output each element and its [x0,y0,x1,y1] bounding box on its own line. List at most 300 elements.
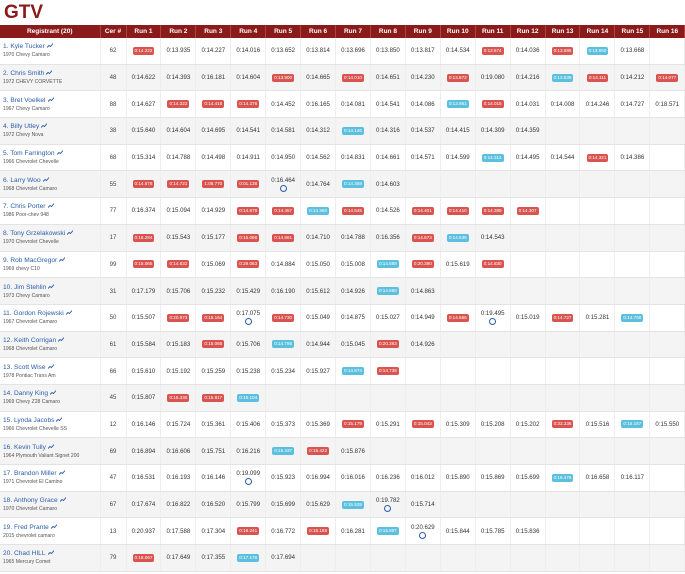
line-chart-icon[interactable] [50,390,56,395]
run-time-cell [545,545,580,572]
registrant-cell [0,91,100,118]
run-time-cell [196,438,231,465]
run-time: 0:14.875 [341,314,365,322]
registrant-name-link[interactable]: 20. Chad HILL [3,550,46,558]
run-time: 0:14.581 [271,127,296,135]
run-time-cell [510,251,545,278]
registrant-name-link[interactable]: 15. Lynda Jacobs [3,416,55,424]
run-header[interactable]: Run 7 [336,25,371,38]
best-time-badge: 0:14.314 [483,154,502,160]
registrant-name-link[interactable]: 12. Keith Corrigan [3,336,57,344]
penalty-time-badge: 0:14.678 [239,207,258,213]
run-time-cell [580,91,615,118]
run-time-cell [650,358,685,385]
run-time-cell [126,384,161,411]
car-description: 2015 chevrolet camaro [3,532,55,539]
run-time-cell [440,438,475,465]
registrant-name-link[interactable]: 18. Anthony Grace [3,497,58,505]
table-row [0,64,685,91]
run-time-cell [440,384,475,411]
table-row [0,251,685,278]
run-time-cell [231,38,266,64]
run-time-cell [161,91,196,118]
table-row [0,438,685,465]
run-time-cell [650,118,685,145]
registrant-name-link[interactable]: 14. Danny King [3,390,49,398]
run-time-cell [475,144,510,171]
table-row [0,304,685,331]
run-header[interactable]: Run 11 [475,25,510,38]
run-time-cell [580,38,615,64]
run-time: 0:15.406 [236,420,261,428]
run-time-cell [510,491,545,518]
penalty-time-badge: 0:13.685 [553,47,572,53]
car-description: 1972 Chevy Nova [3,132,44,139]
registrant-name-link[interactable]: 4. Billy Utley [3,123,40,131]
run-time: 0:20.629 [410,523,435,531]
registrant-cell [0,38,100,64]
registrant-cell [0,491,100,518]
clock-icon[interactable] [245,478,252,485]
registrant-name-link[interactable]: 11. Gordon Rojewski [3,310,64,318]
run-time: 0:14.216 [515,74,540,82]
run-time-cell [336,465,371,492]
run-time-cell [615,545,650,572]
run-time-cell [301,64,336,91]
car-number: 79 [100,545,126,572]
run-time-cell [370,384,405,411]
run-time: 0:14.227 [201,47,226,55]
run-time: 0:15.706 [236,340,261,348]
run-time-cell [370,545,405,572]
run-header[interactable]: Run 2 [161,25,196,38]
run-time-cell [370,411,405,438]
line-chart-icon[interactable] [58,337,64,342]
run-time: 0:16.374 [131,207,156,215]
line-chart-icon[interactable] [57,150,63,155]
registrant-name-link[interactable]: 2. Chris Smith [3,70,45,78]
run-time-cell [301,251,336,278]
run-time: 0:15.238 [236,367,261,375]
car-number-header[interactable]: Cer # [100,25,126,38]
run-time-cell [370,171,405,198]
table-row [0,411,685,438]
run-time: 0:15.049 [306,314,330,322]
registrant-name-link[interactable]: 19. Fred Prante [3,523,49,531]
run-time-cell [510,518,545,545]
run-time-cell [266,198,301,225]
run-time-cell [615,465,650,492]
run-time: 0:19.782 [376,497,400,505]
run-time-cell [580,278,615,305]
run-time-cell [545,384,580,411]
run-time-cell [615,438,650,465]
penalty-time-badge: 0:33.336 [553,421,572,427]
run-time: 0:16.193 [166,474,191,482]
run-time-cell [231,438,266,465]
penalty-time-badge: 0:14.077 [658,74,677,80]
run-time: 0:14.316 [376,127,400,135]
run-time: 0:14.695 [201,127,226,135]
run-time-cell [580,545,615,572]
run-time-cell [440,278,475,305]
run-time-cell [440,491,475,518]
best-time-badge: 0:15.476 [553,474,572,480]
run-time-cell [475,545,510,572]
run-time: 0:17.179 [131,287,156,295]
run-time-cell [650,278,685,305]
run-time-cell [580,304,615,331]
registrant-name-link[interactable]: 8. Tony Grzelakowski [3,230,66,238]
run-time-cell [161,358,196,385]
line-chart-icon[interactable] [56,417,62,422]
line-chart-icon[interactable] [43,177,49,182]
table-row [0,38,685,64]
run-time-cell [161,171,196,198]
car-number: 31 [100,278,126,305]
run-time: 0:16.181 [201,74,226,82]
run-time-cell [301,198,336,225]
best-time-badge: 0:14.668 [378,288,397,294]
run-time: 0:15.094 [166,207,191,215]
run-time-cell [266,64,301,91]
line-chart-icon[interactable] [60,497,66,502]
run-time-cell [440,465,475,492]
registrant-name-link[interactable]: 7. Chris Porter [3,203,46,211]
run-time-cell [301,91,336,118]
registrant-header[interactable]: Registrant (20) [0,25,100,38]
run-time-cell [196,118,231,145]
run-time-cell [440,251,475,278]
line-chart-icon[interactable] [66,310,72,315]
run-time-cell [405,438,440,465]
run-header[interactable]: Run 8 [370,25,405,38]
run-time-cell [301,144,336,171]
penalty-time-badge: 0:15.043 [413,421,432,427]
run-time: 0:14.036 [515,47,540,55]
car-number: 48 [100,64,126,91]
registrant-cell [0,411,100,438]
run-time-cell [510,38,545,64]
run-time-cell [196,545,231,572]
best-time-badge: 0:15.167 [623,421,642,427]
run-time-cell [231,384,266,411]
run-time-cell [580,118,615,145]
line-chart-icon[interactable] [48,284,54,289]
car-number: 13 [100,518,126,545]
car-number: 66 [100,358,126,385]
run-time-cell [196,411,231,438]
clock-icon[interactable] [280,185,287,192]
registrant-name-link[interactable]: 9. Rob MacGregor [3,256,58,264]
run-time-cell [580,198,615,225]
run-time-cell [231,251,266,278]
run-time-cell [650,545,685,572]
run-time: 0:17.588 [166,527,191,535]
run-time: 0:14.604 [236,74,261,82]
run-time-cell [126,358,161,385]
run-time-cell [336,304,371,331]
line-chart-icon[interactable] [51,524,57,529]
car-description: 1964 Plymouth Valiant Signet 200 [3,452,80,459]
run-time-cell [545,118,580,145]
run-time-cell [580,438,615,465]
run-time: 0:14.764 [306,180,330,188]
line-chart-icon[interactable] [47,43,53,48]
run-time-cell [545,91,580,118]
penalty-time-badge: 0:20.973 [169,314,188,320]
run-time-cell [301,224,336,251]
run-time: 0:15.027 [376,314,400,322]
run-time: 0:14.246 [585,100,610,108]
run-time-cell [510,118,545,145]
run-time: 0:18.571 [655,100,680,108]
car-description: 1970 Chevy Camaro [3,52,50,59]
run-time: 0:16.216 [236,447,261,455]
run-time: 0:14.651 [376,74,400,82]
run-header[interactable]: Run 5 [266,25,301,38]
run-time-cell [615,518,650,545]
run-time: 0:19.099 [236,470,261,478]
car-number: 55 [100,171,126,198]
car-description: 1969 Chevy Z28 Camaro [3,399,60,406]
run-header[interactable]: Run 1 [126,25,161,38]
run-time-cell [126,331,161,358]
table-row [0,491,685,518]
run-time-cell [510,224,545,251]
run-time: 0:13.814 [306,47,330,55]
run-time-cell [580,64,615,91]
header-row [0,25,685,38]
run-time-cell [650,144,685,171]
run-time: 0:16.281 [341,527,365,535]
penalty-time-badge: 0:14.307 [518,207,537,213]
penalty-time-badge: 0:13.872 [448,74,467,80]
car-description: 1971 Chevrolet El Camino [3,479,63,486]
run-time-cell [266,38,301,64]
penalty-time-badge: 0:14.467 [274,207,293,213]
registrant-name-link[interactable]: 10. Jim Stehlin [3,283,47,291]
run-header[interactable]: Run 15 [615,25,650,38]
run-time-cell [370,38,405,64]
penalty-time-badge: 0:14.861 [274,234,293,240]
run-time-cell [336,64,371,91]
run-header[interactable]: Run 9 [405,25,440,38]
run-time-cell [161,198,196,225]
line-chart-icon[interactable] [67,230,73,235]
registrant-name-link[interactable]: 1. Kyle Tucker [3,43,45,51]
run-time: 0:15.640 [131,127,156,135]
run-time-cell [405,64,440,91]
penalty-time-badge: 0:01.138 [239,181,258,187]
run-time-cell [615,358,650,385]
best-time-badge: 0:13.650 [588,47,607,53]
best-time-badge: 0:17.176 [239,554,258,560]
clock-icon[interactable] [245,318,252,325]
run-time-cell [301,358,336,385]
line-chart-icon[interactable] [48,97,54,102]
run-time: 0:17.694 [271,554,296,562]
line-chart-icon[interactable] [48,550,54,555]
run-time: 0:14.571 [410,154,435,162]
run-time-cell [301,491,336,518]
registrant-name-link[interactable]: 16. Kevin Tully [3,443,46,451]
run-header[interactable]: Run 3 [196,25,231,38]
run-time-cell [196,331,231,358]
run-time-cell [650,438,685,465]
run-time-cell [545,304,580,331]
run-time-cell [196,358,231,385]
car-description: 1968 Chevrolet Camaro [3,345,58,352]
run-header[interactable]: Run 13 [545,25,580,38]
line-chart-icon[interactable] [59,470,65,475]
clock-icon[interactable] [384,505,391,512]
line-chart-icon[interactable] [48,203,54,208]
run-header[interactable]: Run 6 [301,25,336,38]
run-header[interactable]: Run 12 [510,25,545,38]
run-time-cell [545,64,580,91]
run-time-cell [196,224,231,251]
registrant-name-link[interactable]: 3. Bret Voelkel [3,96,46,104]
run-time-cell [475,358,510,385]
run-time: 0:15.724 [166,420,191,428]
registrant-name-link[interactable]: 6. Larry Woo [3,176,41,184]
best-time-badge: 0:14.360 [309,207,328,213]
run-time: 0:15.714 [410,501,435,509]
line-chart-icon[interactable] [46,70,52,75]
registrant-cell [0,331,100,358]
line-chart-icon[interactable] [41,123,47,128]
car-number: 69 [100,438,126,465]
run-time: 0:15.629 [306,501,330,509]
penalty-time-badge: 0:14.222 [134,47,153,53]
run-time: 0:15.927 [306,367,330,375]
run-time: 0:14.911 [236,154,260,162]
run-time-cell [650,384,685,411]
run-time: 0:14.665 [306,74,330,82]
line-chart-icon[interactable] [48,364,54,369]
run-time-cell [161,251,196,278]
run-time: 0:17.355 [201,554,226,562]
run-time-cell [196,38,231,64]
run-time-cell [196,465,231,492]
run-time-cell [615,171,650,198]
run-time-cell [580,358,615,385]
table-row [0,331,685,358]
run-time: 0:14.031 [515,100,540,108]
run-time-cell [510,465,545,492]
run-time-cell [196,144,231,171]
car-description: 1968 Chevrolet Camaro [3,185,58,192]
run-time-cell [231,64,266,91]
registrant-name-link[interactable]: 13. Scott Wise [3,363,46,371]
run-time-cell [126,91,161,118]
line-chart-icon[interactable] [59,257,65,262]
table-row [0,171,685,198]
run-time: 0:15.507 [131,314,156,322]
penalty-time-badge: 0:14.015 [483,101,502,107]
run-time: 0:16.190 [271,287,296,295]
registrant-name-link[interactable]: 17. Brandon Miller [3,470,57,478]
run-time-cell [440,118,475,145]
table-row [0,118,685,145]
run-time-cell [266,331,301,358]
penalty-time-badge: 0:14.322 [169,101,188,107]
run-time-cell [336,491,371,518]
run-time: 0:16.606 [166,447,191,455]
run-time: 0:15.045 [341,340,365,348]
run-time: 0:15.192 [166,367,191,375]
registrant-name-link[interactable]: 5. Tom Farrington [3,150,55,158]
run-time: 0:14.081 [341,100,365,108]
best-time-badge: 0:14.786 [274,341,293,347]
run-time-cell [266,438,301,465]
run-time: 0:14.926 [410,340,435,348]
table-row [0,545,685,572]
run-time-cell [266,251,301,278]
run-time: 0:14.603 [376,180,400,188]
clock-icon[interactable] [489,318,496,325]
run-time-cell [580,251,615,278]
run-time-cell [231,171,266,198]
run-time: 0:15.844 [445,527,470,535]
run-time-cell [301,38,336,64]
run-time-cell [161,384,196,411]
clock-icon[interactable] [419,532,426,539]
run-time-cell [301,465,336,492]
run-time-cell [510,278,545,305]
run-time: 0:13.850 [376,47,400,55]
run-time-cell [161,465,196,492]
run-time: 0:15.543 [166,234,191,242]
run-header[interactable]: Run 16 [650,25,685,38]
run-time-cell [231,465,266,492]
run-time-cell [405,545,440,572]
run-time-cell [405,304,440,331]
run-time-cell [126,38,161,64]
run-time-cell [336,545,371,572]
run-time-cell [161,491,196,518]
run-time: 0:15.291 [376,420,400,428]
run-header[interactable]: Run 4 [231,25,266,38]
run-time-cell [301,304,336,331]
registrant-cell [0,518,100,545]
run-time-cell [301,331,336,358]
run-time: 0:16.117 [620,474,644,482]
run-header[interactable]: Run 10 [440,25,475,38]
run-time-cell [510,144,545,171]
run-time: 0:15.807 [131,394,156,402]
run-time-cell [440,144,475,171]
run-time: 0:19.080 [480,74,505,82]
penalty-time-badge: 0:16.284 [134,234,153,240]
run-time-cell [336,224,371,251]
run-time-cell [336,91,371,118]
run-header[interactable]: Run 14 [580,25,615,38]
run-time: 0:14.543 [480,234,505,242]
run-time-cell [196,304,231,331]
run-time: 0:16.016 [341,474,365,482]
run-time-cell [475,438,510,465]
run-time-cell [580,144,615,171]
run-time: 0:15.183 [166,340,191,348]
run-time: 0:15.619 [445,260,470,268]
run-time: 0:14.393 [166,74,191,82]
run-time: 0:14.541 [236,127,261,135]
line-chart-icon[interactable] [48,444,54,449]
run-time: 0:14.230 [410,74,435,82]
run-time: 0:14.944 [306,340,330,348]
